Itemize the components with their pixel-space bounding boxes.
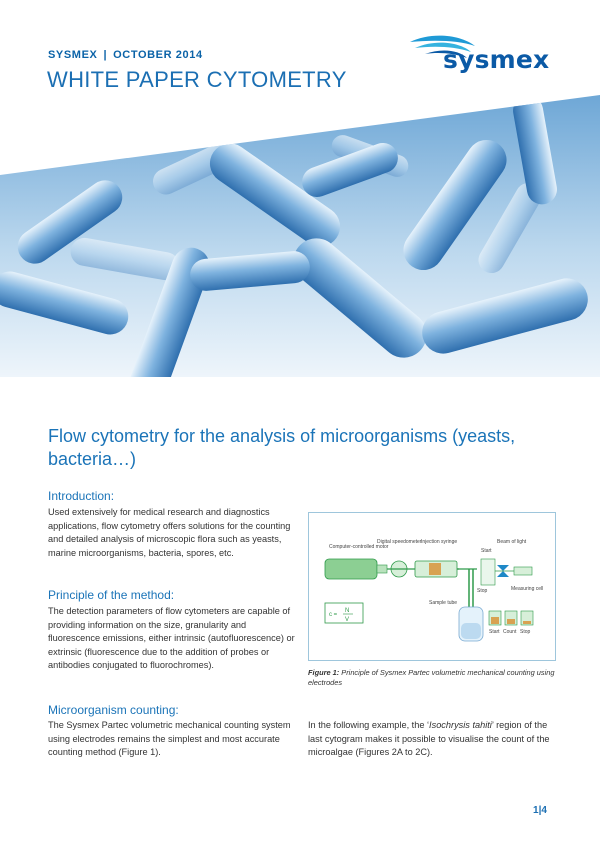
figure-1-caption [308, 668, 558, 688]
article-headline: Flow cytometry for the analysis of microorganisms (yeasts, bacteria…) [48, 426, 516, 469]
label-sample-tube: Sample tube [429, 600, 458, 606]
figure-1-diagram [308, 512, 556, 661]
formula-v: V [345, 617, 350, 623]
figure-caption-text: Principle of Sysmex Partec volumetric mechanical counting using electrodes [308, 668, 555, 687]
sysmex-logo-text: sysmex [443, 45, 550, 74]
page-total: 4 [541, 805, 547, 816]
introduction-text: Used extensively for medical research and diagnostics applications, flow cytometry offers solutions for the counting and detailed analysis of microscopic flora such as yeasts, marine microorganisms, bacteria, spores, etc. [48, 507, 291, 558]
counting-heading: Microorganism counting: [48, 703, 179, 717]
introduction-heading: Introduction: [48, 489, 115, 503]
example-text-after: ’ region of the last cytogram makes it possible to visualise the count of the microalgae (Figures 2A to 2C). [308, 720, 550, 758]
bacteria-hero-image [0, 95, 600, 377]
page-current: 1 [533, 805, 539, 816]
formula-n: N [345, 608, 350, 614]
label-start: Start [481, 548, 492, 554]
label-bottom-count: Count [503, 629, 517, 635]
document-title: WHITE PAPER CYTOMETRY [47, 67, 347, 92]
date-label: OCTOBER 2014 [113, 49, 203, 61]
label-bottom-stop: Stop [520, 629, 531, 635]
label-measuring-cell: Measuring cell [511, 586, 544, 592]
principle-heading: Principle of the method: [48, 588, 175, 602]
example-species-name: Isochrysis tahiti [429, 720, 492, 730]
counting-text: The Sysmex Partec volumetric mechanical counting system using electrodes remains the simplest and most accurate counting method (Figure 1). [48, 720, 291, 758]
label-beam: Beam of light [497, 539, 527, 545]
label-computer: Computer-controlled motor [329, 544, 389, 550]
page-separator: | [538, 805, 542, 816]
principle-text: The detection parameters of flow cytometers are capable of providing information on the size, granularity and fluorescence emissions, either intrinsic (autofluorescence) or extrinsic (fluorescence due to the addition of probes or antibodies conjugated to fluorochromes). [48, 606, 295, 671]
page-number [533, 805, 547, 816]
label-syringe: Injection syringe [421, 539, 458, 545]
example-text [308, 719, 558, 760]
label-speedometer: Digital speedometer [377, 539, 422, 545]
formula-c: c = [329, 612, 338, 618]
label-stop: Stop [477, 588, 488, 594]
header-separator: | [103, 49, 108, 61]
label-bottom-start: Start [489, 629, 500, 635]
header-meta [48, 49, 203, 61]
company-label: SYSMEX [48, 49, 98, 61]
example-text-before: In the following example, the ‘ [308, 720, 430, 730]
figure-caption-label: Figure 1: [308, 668, 340, 677]
